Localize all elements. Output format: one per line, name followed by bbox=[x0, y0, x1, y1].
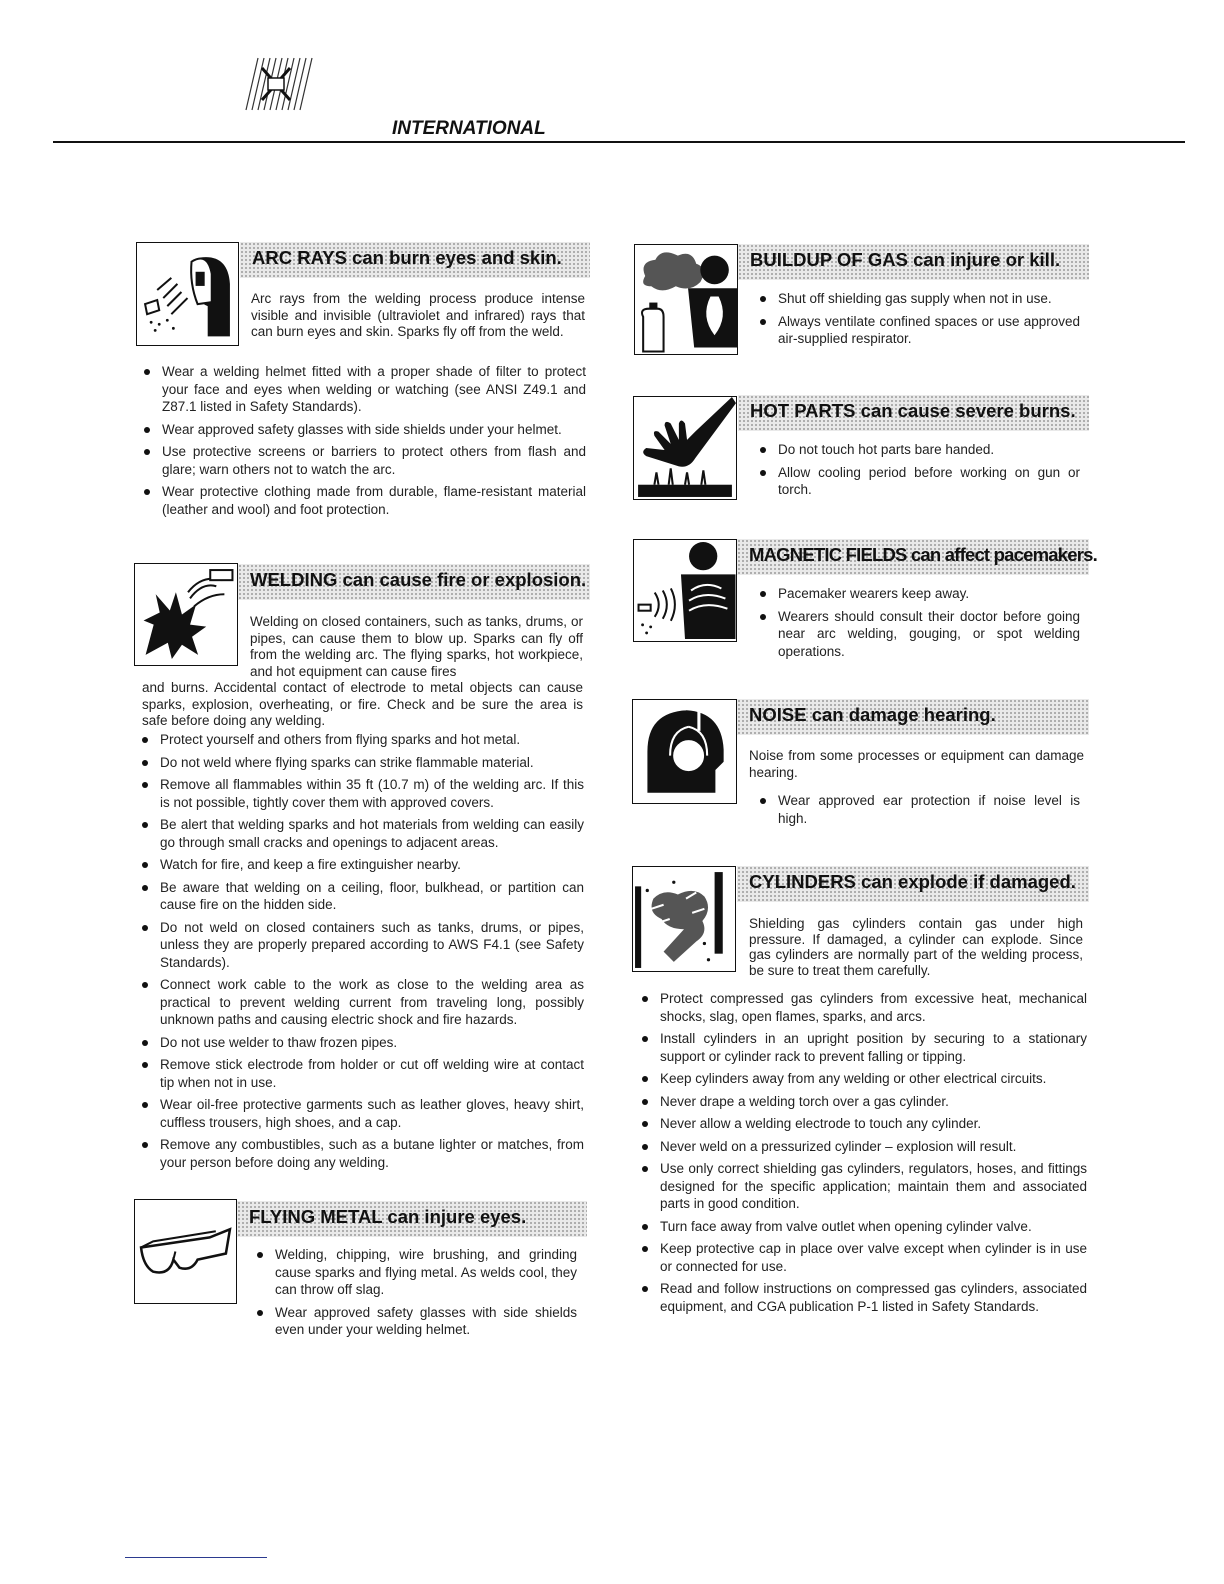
list-item: Wear approved ear protection if noise level is high. bbox=[758, 792, 1080, 827]
list-item: Never weld on a pressurized cylinder – explosion will result. bbox=[640, 1138, 1087, 1156]
welding-fire-bullet-list bbox=[140, 731, 584, 1176]
list-item: Keep protective cap in place over valve except when cylinder is in use or connected for use. bbox=[640, 1240, 1087, 1275]
magnetic-fields-title-band bbox=[737, 539, 1097, 575]
list-item: Do not use welder to thaw frozen pipes. bbox=[140, 1034, 584, 1052]
list-item: Pacemaker wearers keep away. bbox=[758, 585, 1080, 603]
list-item: Always ventilate confined spaces or use approved air-supplied respirator. bbox=[758, 313, 1080, 348]
noise-title-band bbox=[737, 699, 1089, 735]
hot-parts-title-band bbox=[738, 395, 1089, 431]
welding-fire-title: WELDING can cause fire or explosion. bbox=[250, 569, 587, 590]
list-item: Welding, chipping, wire brushing, and grinding cause sparks and flying metal. As welds cool, they can throw off slag. bbox=[255, 1246, 577, 1299]
list-item: Be aware that welding on a ceiling, floor, bulkhead, or partition can cause fire on the hidden side. bbox=[140, 879, 584, 914]
list-item: Be alert that welding sparks and hot materials from welding can easily go through small cracks and openings to adjacent areas. bbox=[140, 816, 584, 851]
list-item: Use protective screens or barriers to protect others from flash and glare; warn others not to watch the arc. bbox=[142, 443, 586, 478]
buildup-gas-title-band bbox=[738, 244, 1089, 280]
list-item: Protect yourself and others from flying sparks and hot metal. bbox=[140, 731, 584, 749]
brand-name: INTERNATIONAL bbox=[392, 118, 546, 139]
flying-metal-title: FLYING METAL can injure eyes. bbox=[249, 1206, 527, 1227]
safety-glasses-icon bbox=[134, 1199, 237, 1304]
welding-fire-intro-indented: Welding on closed containers, such as tanks, drums, or pipes, can cause them to blow up. Sparks can fly off from the welding arc. The flying sparks, hot workpiece, and hot equipment can cause fires bbox=[250, 614, 583, 679]
buildup-gas-bullet-list bbox=[758, 290, 1080, 353]
list-item: Allow cooling period before working on gun or torch. bbox=[758, 464, 1080, 499]
welding-fire-title-band bbox=[238, 564, 590, 600]
footer-divider bbox=[125, 1557, 267, 1558]
arc-rays-bullet-list bbox=[142, 363, 586, 523]
list-item: Wear approved safety glasses with side shields under your helmet. bbox=[142, 421, 586, 439]
gas-inhalation-icon bbox=[634, 244, 738, 355]
list-item: Turn face away from valve outlet when opening cylinder valve. bbox=[640, 1218, 1087, 1236]
list-item: Use only correct shielding gas cylinders, regulators, hoses, and fittings designed for the specific application; maintain them and associated parts in good condition. bbox=[640, 1160, 1087, 1213]
list-item: Never drape a welding torch over a gas cylinder. bbox=[640, 1093, 1087, 1111]
list-item: Do not weld where flying sparks can strike flammable material. bbox=[140, 754, 584, 772]
list-item: Wearers should consult their doctor before going near arc welding, gouging, or spot welding operations. bbox=[758, 608, 1080, 661]
list-item: Wear a welding helmet fitted with a proper shade of filter to protect your face and eyes when welding or watching (see ANSI Z49.1 and Z87.1 listed in Safety Standards). bbox=[142, 363, 586, 416]
hot-parts-title: HOT PARTS can cause severe burns. bbox=[750, 400, 1076, 421]
list-item: Connect work cable to the work as close to the welding area as practical to prevent welding current from traveling long, possibly unknown paths and causing electric shock and fire hazards. bbox=[140, 976, 584, 1029]
flying-metal-bullet-list bbox=[255, 1246, 577, 1344]
noise-bullet-list bbox=[758, 792, 1080, 832]
cylinders-intro: Shielding gas cylinders contain gas under high pressure. If damaged, a cylinder can explode. Since gas cylinders are normally part of the welding process, be sure to treat them carefully. bbox=[749, 916, 1083, 978]
flying-metal-title-band bbox=[237, 1201, 587, 1237]
hot-parts-bullet-list bbox=[758, 441, 1080, 504]
header-divider bbox=[53, 141, 1185, 143]
list-item: Remove all flammables within 35 ft (10.7 m) of the welding arc. If this is not possible, tightly cover them with approved covers. bbox=[140, 776, 584, 811]
list-item: Wear approved safety glasses with side shields even under your welding helmet. bbox=[255, 1304, 577, 1339]
list-item: Keep cylinders away from any welding or other electrical circuits. bbox=[640, 1070, 1087, 1088]
noise-intro: Noise from some processes or equipment can damage hearing. bbox=[749, 748, 1084, 780]
pacemaker-field-icon bbox=[633, 539, 737, 642]
list-item: Never allow a welding electrode to touch any cylinder. bbox=[640, 1115, 1087, 1133]
welding-fire-intro: and burns. Accidental contact of electrode to metal objects can cause sparks, explosion, overheating, or fire. Check and be sure the area is safe before doing any welding. bbox=[142, 680, 583, 729]
cylinders-title-band bbox=[737, 866, 1089, 902]
list-item: Wear oil-free protective garments such as leather gloves, heavy shirt, cuffless trousers, high shoes, and a cap. bbox=[140, 1096, 584, 1131]
list-item: Install cylinders in an upright position by securing to a stationary support or cylinder rack to prevent falling or tipping. bbox=[640, 1030, 1087, 1065]
explosion-icon bbox=[134, 563, 238, 666]
noise-title: NOISE can damage hearing. bbox=[749, 704, 996, 725]
list-item: Remove stick electrode from holder or cut off welding wire at contact tip when not in use. bbox=[140, 1056, 584, 1091]
list-item: Watch for fire, and keep a fire extinguisher nearby. bbox=[140, 856, 584, 874]
hot-hand-icon bbox=[633, 396, 737, 500]
welder-helmet-arc-icon bbox=[136, 242, 239, 346]
list-item: Protect compressed gas cylinders from excessive heat, mechanical shocks, slag, open flames, sparks, and arcs. bbox=[640, 990, 1087, 1025]
cylinder-explosion-icon bbox=[632, 866, 736, 972]
list-item: Wear protective clothing made from durable, flame-resistant material (leather and wool) and foot protection. bbox=[142, 483, 586, 518]
list-item: Read and follow instructions on compressed gas cylinders, associated equipment, and CGA publication P-1 listed in Safety Standards. bbox=[640, 1280, 1087, 1315]
list-item: Do not weld on closed containers such as tanks, drums, or pipes, unless they are properly prepared according to AWS F4.1 (see Safety Standards). bbox=[140, 919, 584, 972]
magnetic-fields-bullet-list bbox=[758, 585, 1080, 665]
ear-protection-icon bbox=[632, 699, 737, 804]
cylinders-title: CYLINDERS can explode if damaged. bbox=[749, 871, 1076, 892]
company-logo-icon bbox=[240, 54, 314, 114]
list-item: Remove any combustibles, such as a butane lighter or matches, from your person before doing any welding. bbox=[140, 1136, 584, 1171]
cylinders-bullet-list bbox=[640, 990, 1087, 1320]
arc-rays-title: ARC RAYS can burn eyes and skin. bbox=[252, 247, 562, 268]
magnetic-fields-title: MAGNETIC FIELDS can affect pacemakers. bbox=[749, 544, 1097, 565]
arc-rays-intro: Arc rays from the welding process produce intense visible and invisible (ultraviolet and infrared) rays that can burn eyes and skin. Sparks fly off from the weld. bbox=[251, 291, 585, 340]
buildup-gas-title: BUILDUP OF GAS can injure or kill. bbox=[750, 249, 1061, 270]
list-item: Shut off shielding gas supply when not in use. bbox=[758, 290, 1080, 308]
arc-rays-title-band bbox=[240, 242, 590, 278]
list-item: Do not touch hot parts bare handed. bbox=[758, 441, 1080, 459]
